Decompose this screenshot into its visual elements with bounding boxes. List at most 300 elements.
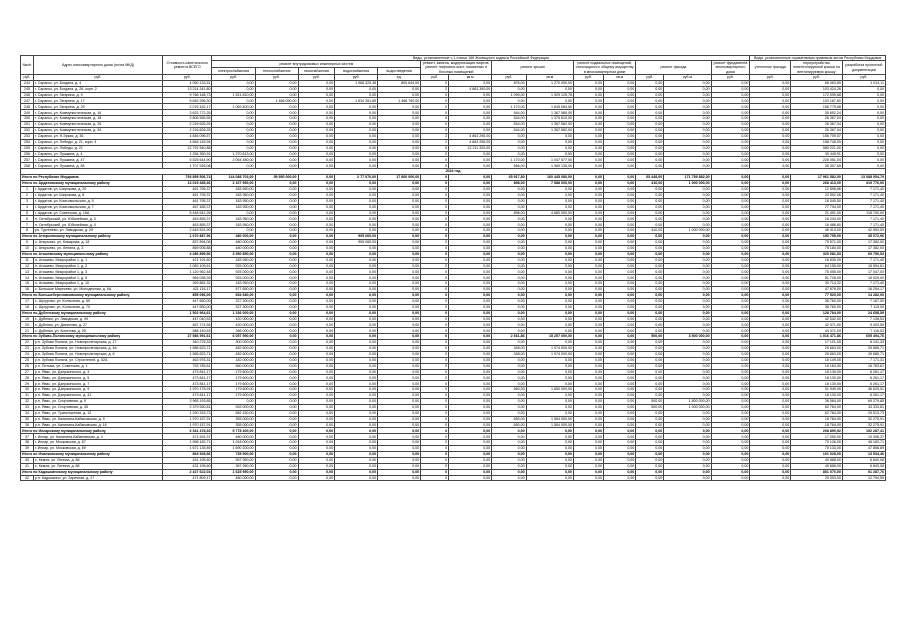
table-cell: 2 427 622,04 [163, 469, 212, 475]
table-cell: 0,00 [636, 269, 664, 275]
table-cell: 0,00 [750, 469, 791, 475]
table-cell: 0,00 [750, 416, 791, 422]
table-cell: 0,00 [604, 151, 636, 157]
header-facade: ремонт фасада [636, 61, 711, 75]
table-cell: 0,00 [255, 404, 298, 410]
table-cell: 0,00 [842, 92, 885, 98]
table-cell: 544,00 [492, 127, 526, 133]
table-cell: 0,00 [335, 116, 378, 122]
table-cell: 348,00 [492, 351, 526, 357]
table-cell: 0 [421, 463, 449, 469]
table-cell: 1 000 000,00 [664, 181, 711, 187]
table-cell: 0,00 [573, 287, 603, 293]
table-cell: 0,00 [664, 363, 711, 369]
table-cell: 0,00 [335, 122, 378, 128]
table-cell: 1 970 178,91 [163, 387, 212, 393]
table-cell: 144 088 703,00 [212, 175, 255, 181]
table-cell: 183 950,00 [212, 222, 255, 228]
table-cell: 0,00 [298, 357, 335, 363]
table-cell: 0,00 [449, 127, 492, 133]
table-cell: 0,00 [335, 133, 378, 139]
table-cell: 0,00 [842, 157, 885, 163]
table-cell: 0,00 [378, 245, 421, 251]
table-cell: 0,00 [378, 316, 421, 322]
table-cell: 0,00 [636, 216, 664, 222]
table-cell: 77 794,00 [791, 204, 843, 210]
table-cell: 0,00 [750, 104, 791, 110]
table-cell: 29 663,00 [791, 346, 843, 352]
table-cell: 0,00 [573, 175, 603, 181]
table-cell: 0,00 [750, 127, 791, 133]
header-roof: ремонт крыши [492, 61, 574, 75]
table-cell: 62 764,00 [791, 404, 843, 410]
table-cell: 0,00 [492, 245, 526, 251]
table-cell: 0,00 [335, 192, 378, 198]
table-cell: 0,00 [449, 275, 492, 281]
table-cell: 7 115,00 [842, 304, 885, 310]
table-cell: 0,00 [636, 298, 664, 304]
table-cell: 10 [21, 245, 34, 251]
table-cell: 0 [421, 127, 449, 133]
table-cell: 9 403,55 [842, 322, 885, 328]
table-cell: 0,00 [750, 316, 791, 322]
table-cell: 0,00 [335, 245, 378, 251]
table-cell: 17 800 000,00 [378, 175, 421, 181]
table-cell: 0,00 [750, 98, 791, 104]
table-cell: 0,00 [664, 346, 711, 352]
table-cell: 0,00 [298, 399, 335, 405]
header-flat-roof: переустройство невентилируемой крыши на вентилируемую крышу [791, 61, 843, 75]
table-cell: 0,00 [664, 328, 711, 334]
table-cell: 36 [21, 422, 34, 428]
table-cell: 1 000 000,00 [664, 404, 711, 410]
table-cell: 0,00 [573, 145, 603, 151]
table-cell: р.п. Явас, ул. Дзержинского, д. 3 [33, 369, 162, 375]
table-cell: 0,00 [636, 281, 664, 287]
table-cell: 0,00 [573, 434, 603, 440]
table-cell: 0,00 [711, 322, 750, 328]
table-cell: 0,00 [604, 328, 636, 334]
table-cell: 0,00 [604, 222, 636, 228]
table-cell: 0,00 [842, 98, 885, 104]
table-cell: 0,00 [526, 322, 573, 328]
table-cell: 0,00 [526, 363, 573, 369]
table-cell: 0,00 [255, 245, 298, 251]
table-cell: 0,00 [298, 192, 335, 198]
table-cell: 0,00 [492, 393, 526, 399]
table-cell: 0,00 [298, 381, 335, 387]
table-cell: 0,00 [492, 251, 526, 257]
table-cell: 6 261,17 [842, 381, 885, 387]
table-cell: 0,00 [449, 251, 492, 257]
table-cell: 0,00 [526, 369, 573, 375]
table-cell: 26 [21, 363, 34, 369]
table-cell: 75 571,00 [791, 239, 843, 245]
table-cell: 0,00 [664, 122, 711, 128]
table-cell: 0,00 [255, 422, 298, 428]
table-cell: куб.м [664, 74, 711, 80]
table-cell: 31 [21, 393, 34, 399]
table-cell: 0,00 [378, 475, 421, 481]
table-cell: 0,00 [526, 446, 573, 452]
table-cell: руб. [21, 74, 34, 80]
table-cell: 0,00 [492, 363, 526, 369]
table-cell: 0,00 [750, 228, 791, 234]
table-cell: г. Ардатов, ул. Широкова, д. 20 [33, 186, 162, 192]
table-cell: 1 270 090,00 [526, 80, 573, 86]
table-cell: 0,00 [711, 269, 750, 275]
table-cell: 17 382,00 [842, 239, 885, 245]
table-cell: 0,00 [636, 139, 664, 145]
table-cell: 0,00 [711, 346, 750, 352]
table-cell: 0,00 [750, 110, 791, 116]
table-cell: 0,00 [449, 234, 492, 240]
table-cell: 15 257 000,00 [526, 334, 573, 340]
table-cell: 0,00 [449, 292, 492, 298]
table-cell: 0,00 [636, 186, 664, 192]
table-cell: 30 440,91 [791, 151, 843, 157]
table-cell: 0,00 [573, 163, 603, 169]
table-cell: 0,00 [750, 263, 791, 269]
table-cell: 7 171,31 [842, 357, 885, 363]
table-cell: 16 045,50 [791, 198, 843, 204]
table-cell: 0,00 [335, 298, 378, 304]
table-cell: 0,00 [636, 316, 664, 322]
table-cell: 0,00 [636, 440, 664, 446]
table-cell: 0,00 [636, 245, 664, 251]
table-cell: 0,00 [711, 463, 750, 469]
table-cell: 0,00 [573, 375, 603, 381]
table-cell: 925 000,00 [212, 275, 255, 281]
table-cell: 0,00 [711, 310, 750, 316]
table-cell: 0,00 [604, 381, 636, 387]
table-cell: 463 855,37 [163, 222, 212, 228]
table-cell: 0,00 [636, 452, 664, 458]
table-cell: 1 670 887,96 [163, 234, 212, 240]
table-cell: 20 [21, 322, 34, 328]
table-cell: 471 809,17 [163, 475, 212, 481]
table-cell: 410,00 [636, 181, 664, 187]
table-cell: 0 [421, 334, 449, 340]
table-cell: 183 950,00 [212, 192, 255, 198]
table-cell: 0,00 [492, 328, 526, 334]
table-cell: 69 279,85 [842, 399, 885, 405]
table-cell: 0,00 [255, 387, 298, 393]
table-cell: 876,00 [492, 80, 526, 86]
table-cell: 0,00 [449, 281, 492, 287]
table-cell: 650,00 [492, 422, 526, 428]
table-cell: 31 949,00 [791, 387, 843, 393]
table-cell: 0,00 [573, 393, 603, 399]
table-cell: 0,00 [842, 110, 885, 116]
table-cell: 252 [21, 127, 34, 133]
table-cell: 251 [21, 122, 34, 128]
table-cell: 1 998 182,71 [163, 440, 212, 446]
table-cell: 0,00 [449, 222, 492, 228]
table-cell: 0,00 [378, 216, 421, 222]
table-cell: 38 760,00 [791, 304, 843, 310]
table-cell: руб. [33, 74, 162, 80]
table-cell: 42 [21, 475, 34, 481]
table-cell: 0 [421, 346, 449, 352]
table-cell: 0,00 [664, 222, 711, 228]
header-drainage: водоотведения [378, 68, 421, 75]
table-cell: 0,00 [449, 399, 492, 405]
table-cell: 0,00 [526, 298, 573, 304]
table-cell: 0,00 [711, 298, 750, 304]
table-cell: 0,00 [335, 110, 378, 116]
table-cell: 0,00 [573, 475, 603, 481]
table-cell: 0,00 [492, 186, 526, 192]
table-cell: 588 149,53 [163, 328, 212, 334]
table-cell: руб. [212, 74, 255, 80]
table-cell: 179 600,00 [212, 387, 255, 393]
table-cell: 183 950,00 [212, 186, 255, 192]
table-cell: 0,00 [449, 298, 492, 304]
table-cell: 869 005,88 [163, 245, 212, 251]
table-cell: 0,00 [636, 310, 664, 316]
table-cell: 0,00 [378, 139, 421, 145]
table-cell: 0,00 [335, 434, 378, 440]
table-cell: 0,00 [492, 234, 526, 240]
year-label: 2024 год [21, 169, 886, 175]
table-cell: 0,00 [255, 351, 298, 357]
table-cell: 0,00 [664, 369, 711, 375]
table-cell: 0,00 [298, 133, 335, 139]
table-cell: 0,00 [298, 222, 335, 228]
table-cell: 3 500 000,00 [664, 334, 711, 340]
table-cell: 0,00 [378, 404, 421, 410]
table-cell: 0,00 [711, 281, 750, 287]
table-cell: руб. [255, 74, 298, 80]
table-cell: 0,00 [842, 163, 885, 169]
table-cell: 0 [421, 310, 449, 316]
table-cell: 0,00 [604, 239, 636, 245]
table-cell: 0,00 [636, 198, 664, 204]
table-cell: 128 784,00 [791, 310, 843, 316]
table-cell: 0,00 [212, 116, 255, 122]
table-cell: 0 [421, 428, 449, 434]
table-cell: 253 [21, 133, 34, 139]
table-cell: 0,00 [842, 122, 885, 128]
table-cell: 0 [421, 228, 449, 234]
table-cell: 0,00 [378, 145, 421, 151]
table-cell: 0,00 [664, 151, 711, 157]
table-cell: с. Большое Маресево, ул. Молодежная, д. 6А [33, 287, 162, 293]
table-cell: 0,00 [298, 275, 335, 281]
table-cell: 0,00 [255, 163, 298, 169]
table-cell: 0,00 [573, 133, 603, 139]
table-cell: 33 [21, 404, 34, 410]
table-cell: 0,00 [573, 440, 603, 446]
table-cell: г. Саранск, ул. Пушкина, д. 56 [33, 163, 162, 169]
table-cell: 0 [421, 322, 449, 328]
table-cell: г. Инсар, ул. Московская, д. 69 [33, 446, 162, 452]
table-cell: 0,00 [664, 86, 711, 92]
table-cell: 1 707 926,08 [163, 163, 212, 169]
table-cell: 0,00 [573, 263, 603, 269]
table-cell: 3 350 850,00 [212, 251, 255, 257]
table-cell: 0,00 [378, 133, 421, 139]
table-cell: 0,00 [664, 463, 711, 469]
table-cell: 0,00 [711, 151, 750, 157]
table-cell: 0,00 [492, 239, 526, 245]
table-cell: 0,00 [526, 269, 573, 275]
table-cell: 0 [421, 404, 449, 410]
table-cell: 51 287,76 [842, 469, 885, 475]
table-cell: 0,00 [664, 316, 711, 322]
table-cell: 33 333,81 [842, 404, 885, 410]
table-cell: 0,00 [492, 369, 526, 375]
table-cell: 0,00 [604, 287, 636, 293]
table-cell: 0,00 [636, 381, 664, 387]
table-cell: 258 [21, 163, 34, 169]
table-cell: 0,00 [664, 351, 711, 357]
table-cell: 0,00 [636, 304, 664, 310]
table-cell: 0 [421, 416, 449, 422]
table-cell: 396 000,00 [212, 328, 255, 334]
table-cell: 0,00 [636, 446, 664, 452]
table-cell: 0,00 [335, 387, 378, 393]
table-cell: 182 000,00 [212, 357, 255, 363]
table-cell: 0,00 [335, 281, 378, 287]
table-cell: 0,00 [750, 334, 791, 340]
table-cell: 6 840,08 [842, 457, 885, 463]
table-cell: 0,00 [335, 251, 378, 257]
table-cell: 0,00 [750, 80, 791, 86]
table-cell: 0,00 [636, 222, 664, 228]
table-cell: 13 534,46 [842, 452, 885, 458]
table-cell: 0,00 [604, 228, 636, 234]
table-cell: 16 554,61 [842, 263, 885, 269]
table-cell: 0,00 [298, 298, 335, 304]
table-cell: 0,00 [335, 357, 378, 363]
table-cell: 0,00 [636, 151, 664, 157]
table-cell: 0,00 [842, 151, 885, 157]
table-cell: 16 149,00 [791, 357, 843, 363]
table-cell: 0,00 [335, 275, 378, 281]
table-cell: 0,00 [573, 446, 603, 452]
table-cell: 0,00 [526, 251, 573, 257]
table-cell: 0,00 [298, 239, 335, 245]
table-cell: 898,00 [492, 210, 526, 216]
table-cell: 0,00 [378, 275, 421, 281]
table-cell: 0,00 [573, 204, 603, 210]
table-cell: 0,00 [255, 375, 298, 381]
table-cell: 471 924,37 [163, 434, 212, 440]
table-cell: 0,00 [335, 416, 378, 422]
table-cell: 925 000,00 [212, 263, 255, 269]
table-cell: 0,00 [750, 175, 791, 181]
table-cell: 0,00 [526, 98, 573, 104]
table-cell: 0,00 [526, 222, 573, 228]
table-cell: с. Дубенки, ул. Заводская, д. 49 [33, 316, 162, 322]
table-cell: 0,00 [449, 316, 492, 322]
table-cell: 0,00 [711, 328, 750, 334]
table-cell: р.п. Зубова Поляна, ул. Новопролетарская, д. 17 [33, 340, 162, 346]
table-cell: 7 171,40 [842, 198, 885, 204]
table-cell: 0,00 [604, 416, 636, 422]
table-cell: 0,00 [750, 422, 791, 428]
table-cell: г. Саранск, ул. Победы, д. 21, корп. 4 [33, 139, 162, 145]
table-cell: 34 [21, 410, 34, 416]
table-cell: 0,00 [449, 157, 492, 163]
table-cell: 0,00 [750, 257, 791, 263]
capital-repair-plan-page [20, 55, 886, 481]
table-cell: 6 261,17 [842, 375, 885, 381]
table-cell: 410,00 [636, 228, 664, 234]
table-cell: 0,00 [255, 463, 298, 469]
table-cell: 0,00 [604, 304, 636, 310]
table-cell: 0,00 [750, 281, 791, 287]
table-cell: 208 890,92 [791, 428, 843, 434]
table-cell: 7 171,40 [842, 186, 885, 192]
table-cell: 0,00 [664, 133, 711, 139]
table-cell: 0,00 [711, 80, 750, 86]
table-cell: 0,00 [526, 204, 573, 210]
table-cell: 0,00 [335, 334, 378, 340]
table-cell: 0,00 [255, 369, 298, 375]
table-cell: 1 074 000,00 [526, 346, 573, 352]
table-cell: 0,00 [449, 375, 492, 381]
table-cell: 0 [421, 434, 449, 440]
table-cell: 0,00 [636, 363, 664, 369]
table-cell: 0 [421, 116, 449, 122]
table-cell: 12 211 320,00 [449, 145, 492, 151]
table-cell: 0 [421, 440, 449, 446]
table-cell: 172 095,88 [791, 92, 843, 98]
table-cell: 0,00 [255, 186, 298, 192]
table-cell: 0,00 [492, 192, 526, 198]
table-cell: 0,00 [335, 304, 378, 310]
table-cell: г. Саранск, ул. Гагарина, д. 29 [33, 104, 162, 110]
table-cell: 0,00 [573, 298, 603, 304]
table-cell: 0,00 [604, 446, 636, 452]
table-cell: 0,00 [573, 80, 603, 86]
table-cell: 0,00 [255, 434, 298, 440]
table-cell: 0 [421, 281, 449, 287]
table-cell: 650,00 [492, 387, 526, 393]
table-cell: 0,00 [711, 133, 750, 139]
table-cell: 0,00 [526, 186, 573, 192]
table-cell: 0,00 [378, 340, 421, 346]
table-cell: 0,00 [449, 210, 492, 216]
table-cell: 1 016 471,86 [791, 334, 843, 340]
table-cell: 1 970 157,91 [163, 416, 212, 422]
table-cell: 17 047,00 [842, 269, 885, 275]
table-cell: 4 846 096,57 [163, 133, 212, 139]
table-cell: 0,00 [378, 287, 421, 293]
table-cell: 0,00 [573, 281, 603, 287]
table-cell: 0,00 [492, 310, 526, 316]
table-cell: 580 221,00 [791, 145, 843, 151]
table-cell: 0,00 [636, 204, 664, 210]
table-cell: 0,00 [711, 393, 750, 399]
table-cell: 2 806 555,55 [163, 116, 212, 122]
table-cell: 12 596,86 [791, 186, 843, 192]
table-cell: 0,00 [711, 263, 750, 269]
table-cell: 0,00 [335, 139, 378, 145]
table-cell: Итого по Дубенскому муниципальному району [21, 310, 163, 316]
table-cell: 0,00 [449, 239, 492, 245]
table-cell: 0,00 [526, 375, 573, 381]
table-cell: 257 [21, 157, 34, 163]
table-cell: 0,00 [212, 86, 255, 92]
table-cell: 18 130,00 [791, 369, 843, 375]
table-cell: 0,00 [449, 310, 492, 316]
table-cell: 0,00 [255, 251, 298, 257]
table-cell: 0 [421, 446, 449, 452]
